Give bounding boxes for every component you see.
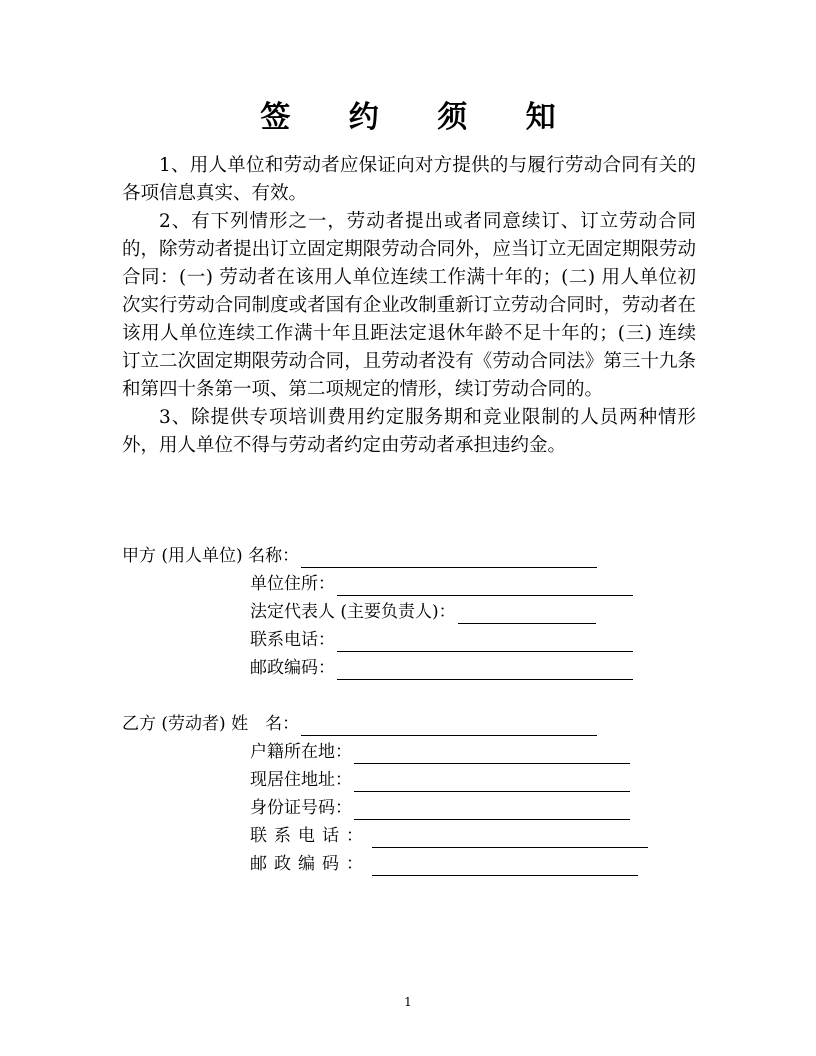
party-b-phone-label: 联系电话： bbox=[250, 826, 370, 846]
notice-paragraph-1: 1、用人单位和劳动者应保证向对方提供的与履行劳动合同有关的各项信息真实、有效。 bbox=[122, 155, 696, 204]
party-a-legal-rep-row bbox=[250, 600, 596, 624]
party-b-id-label: 身份证号码： bbox=[250, 798, 352, 818]
party-a-postcode-label: 邮政编码： bbox=[250, 658, 335, 678]
party-b-id-row bbox=[250, 796, 630, 820]
party-a-name-label: 甲方 (用人单位) 名称： bbox=[122, 546, 300, 566]
party-b-residence-row bbox=[250, 768, 630, 792]
party-a-legal-rep-label: 法定代表人 (主要负责人)： bbox=[250, 602, 456, 622]
party-a-address-field[interactable] bbox=[337, 577, 633, 596]
party-a-phone-field[interactable] bbox=[337, 633, 633, 652]
notice-body bbox=[122, 152, 696, 460]
party-a-name-field[interactable] bbox=[301, 549, 597, 568]
party-a-phone-label: 联系电话： bbox=[250, 630, 335, 650]
party-b-phone-field[interactable] bbox=[372, 829, 648, 848]
party-a-postcode-row bbox=[250, 656, 633, 680]
party-b-name-field[interactable] bbox=[301, 717, 597, 736]
party-a-address-label: 单位住所： bbox=[250, 574, 335, 594]
party-a-postcode-field[interactable] bbox=[337, 661, 633, 680]
notice-paragraph-3: 3、除提供专项培训费用约定服务期和竞业限制的人员两种情形外，用人单位不得与劳动者约定由劳动者承担违约金。 bbox=[122, 407, 696, 456]
party-a-legal-rep-field[interactable] bbox=[458, 605, 596, 624]
party-a-phone-row bbox=[250, 628, 633, 652]
notice-paragraph-2: 2、有下列情形之一，劳动者提出或者同意续订、订立劳动合同的，除劳动者提出订立固定期限劳动合同外，应当订立无固定期限劳动合同：(一) 劳动者在该用人单位连续工作满十年的；(二) 用人单位初次实行劳动合同制度或者国有企业改制重新订立劳动合同时，劳动者在该用人单位连续工作满十年且距法定退休年龄不足十年的；(三) 连续订立二次固定期限劳动合同，且劳动者没有《劳动合同法》第三十九条和第四十条第一项、第二项规定的情形，续订劳动合同的。 bbox=[122, 211, 696, 400]
document-title: 签 约 须 知 bbox=[260, 100, 580, 135]
party-b-postcode-row bbox=[250, 852, 638, 876]
party-a-address-row bbox=[250, 572, 633, 596]
party-b-residence-label: 现居住地址： bbox=[250, 770, 352, 790]
party-b-id-field[interactable] bbox=[354, 801, 630, 820]
party-b-name-row bbox=[122, 712, 597, 736]
party-a-name-row bbox=[122, 544, 597, 568]
party-b-residence-field[interactable] bbox=[354, 773, 630, 792]
party-b-name-label: 乙方 (劳动者) 姓 名： bbox=[122, 714, 300, 734]
party-b-phone-row bbox=[250, 824, 648, 848]
page-number: 1 bbox=[404, 995, 412, 1009]
party-b-hukou-row bbox=[250, 740, 630, 764]
party-b-postcode-field[interactable] bbox=[372, 857, 638, 876]
party-b-postcode-label: 邮政编码： bbox=[250, 854, 370, 874]
party-b-hukou-label: 户籍所在地： bbox=[250, 742, 352, 762]
party-b-hukou-field[interactable] bbox=[354, 745, 630, 764]
